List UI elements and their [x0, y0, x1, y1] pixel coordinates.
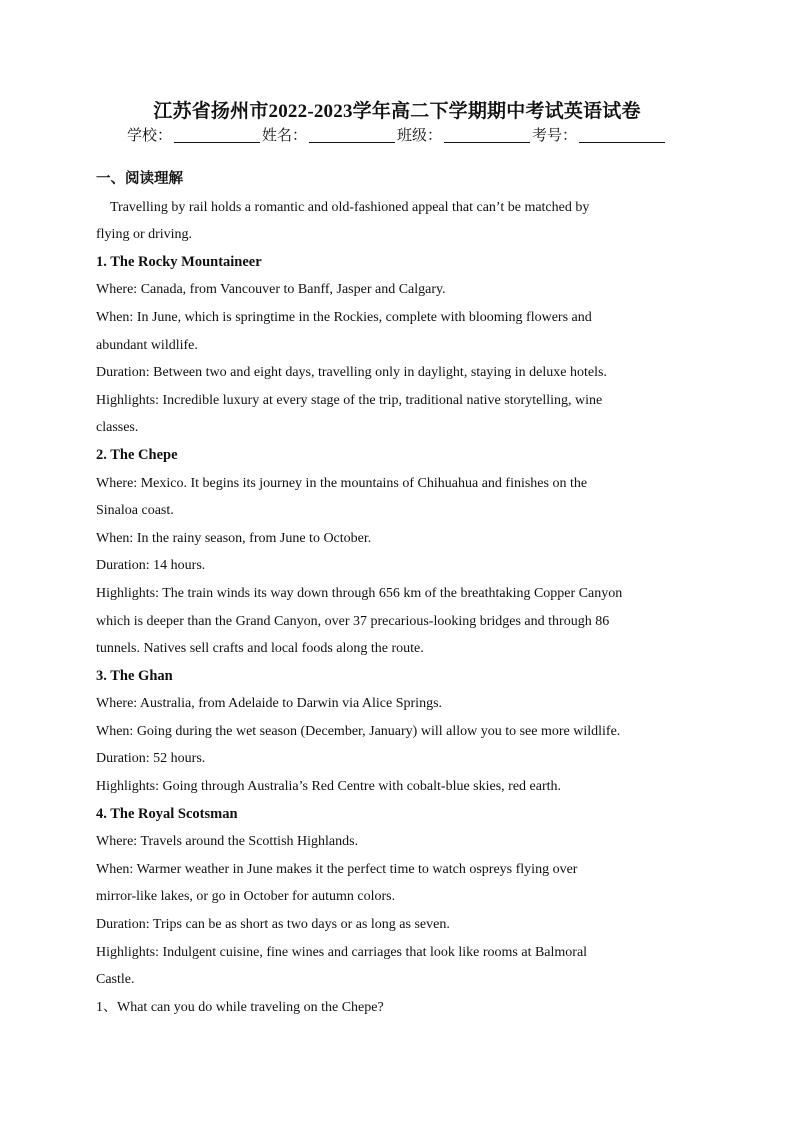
- intro-line: flying or driving.: [96, 227, 193, 243]
- school-label: 学校：: [126, 128, 172, 144]
- train-line: Where: Mexico. It begins its journey in the mountains of Chihuahua and finishes on the: [96, 475, 588, 491]
- number-blank[interactable]: [579, 127, 665, 143]
- train-line: When: Going during the wet season (December, January) will allow you to see more wildlife.: [96, 723, 621, 739]
- train-line: Highlights: The train winds its way down through 656 km of the breathtaking Copper Canyon: [96, 585, 623, 601]
- name-blank[interactable]: [309, 127, 395, 143]
- student-info-line: [0, 124, 794, 145]
- train-heading: 3. The Ghan: [96, 667, 173, 684]
- train-heading: 1. The Rocky Mountaineer: [96, 253, 262, 270]
- train-line: Duration: Between two and eight days, travelling only in daylight, staying in deluxe hotels.: [96, 365, 607, 381]
- train-line: Where: Australia, from Adelaide to Darwin via Alice Springs.: [96, 696, 443, 712]
- school-blank[interactable]: [174, 127, 260, 143]
- train-line: Highlights: Incredible luxury at every stage of the trip, traditional native storytelling, wine: [96, 392, 603, 408]
- train-line: Where: Canada, from Vancouver to Banff, Jasper and Calgary.: [96, 282, 446, 298]
- train-line: abundant wildlife.: [96, 337, 198, 353]
- train-line: classes.: [96, 420, 139, 436]
- class-blank[interactable]: [444, 127, 530, 143]
- intro-line: Travelling by rail holds a romantic and old-fashioned appeal that can’t be matched by: [110, 199, 590, 215]
- train-line: When: Warmer weather in June makes it the perfect time to watch ospreys flying over: [96, 861, 578, 877]
- section-heading: 一、阅读理解: [96, 171, 183, 187]
- train-line: Sinaloa coast.: [96, 503, 174, 519]
- train-heading: 2. The Chepe: [96, 446, 178, 463]
- class-label: 班级：: [397, 128, 443, 144]
- train-line: Duration: 14 hours.: [96, 558, 206, 574]
- question-1: 1、What can you do while traveling on the Chepe?: [96, 999, 384, 1015]
- reading-section: [96, 166, 696, 1021]
- number-label: 考号：: [532, 128, 578, 144]
- train-line: Where: Travels around the Scottish Highlands.: [96, 834, 359, 850]
- train-line: tunnels. Natives sell crafts and local foods along the route.: [96, 641, 424, 657]
- train-line: which is deeper than the Grand Canyon, over 37 precarious-looking bridges and through 86: [96, 613, 610, 629]
- train-line: Castle.: [96, 972, 135, 988]
- train-line: Duration: 52 hours.: [96, 751, 206, 767]
- train-line: Highlights: Going through Australia’s Red Centre with cobalt-blue skies, red earth.: [96, 779, 562, 795]
- train-line: Highlights: Indulgent cuisine, fine wines and carriages that look like rooms at Balmoral: [96, 944, 588, 960]
- train-line: When: In the rainy season, from June to October.: [96, 530, 372, 546]
- page-title: 江苏省扬州市2022-2023学年高二下学期期中考试英语试卷: [153, 101, 641, 122]
- name-label: 姓名：: [261, 128, 307, 144]
- train-line: mirror-like lakes, or go in October for autumn colors.: [96, 889, 396, 905]
- train-line: When: In June, which is springtime in the Rockies, complete with blooming flowers and: [96, 309, 592, 325]
- train-heading: 4. The Royal Scotsman: [96, 805, 238, 822]
- train-line: Duration: Trips can be as short as two days or as long as seven.: [96, 917, 450, 933]
